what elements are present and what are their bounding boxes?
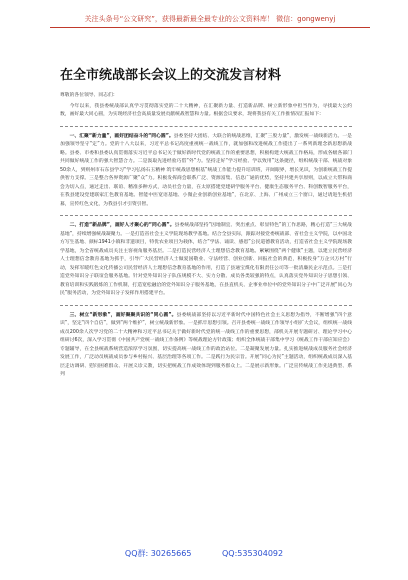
intro-paragraph: 今年以来，我县委统战部认真学习贯彻落实党的二十大精神，在汇聚新力量、打造新品牌、树立新形象中担当作为，寻找最大公约数，画好最大同心圆，为实现经济社会高质量发展贡献统战智慧和力量。根据会议要求，现将我县有关工作推情况汇报如下： xyxy=(60,103,352,117)
footer-qq-group: QQ群: 30265665 xyxy=(124,549,192,558)
section-paragraph xyxy=(60,133,352,210)
section-divider xyxy=(60,305,352,306)
section-heading: 一、汇聚“新力量”，画好团结奋斗的“同心圆”。 xyxy=(69,133,174,139)
section-divider xyxy=(60,126,352,127)
section-heading: 二、打造“新品牌”，画好人才聚心的“同心圆”。 xyxy=(69,223,175,228)
header-banner: 关注头条号“公文研究”，获得最新最全最专业的公文资料库！ 微信：gongwenyj xyxy=(50,14,370,28)
section-heading: 三、树立“新形象”，画好聚聚共识的“同心圆”。 xyxy=(69,312,177,318)
document-body xyxy=(60,92,352,381)
section-body: 县委统战部坚持“因地制宜、突出重点、彰显特色”的工作思路，精心打造“三大统战基地”，持续增强统战凝聚力。一是打造省社会主义学院现场教学基地。结合全县实际，跟踪对接党委统战部、省社会主义学院，以中国北方写生基地、颜标1941小镇和非遗项目，特优农业项目为载体，结合“学法、诵读、感恩”公民道德教育活动，打造省社会主义学院现场教学基地，为全省统战成员关注主客视角服务基层。二是打造民营经济人士理想信念教育基地。紧紧围绕“两个健康”主题，以建立民营经济人士理想信念教育基地为抓手，引导广大民营经济人士做爱国敬业、守法经营、创业创新、回报社会的典范，积极投身“万企兴万村”行动，发挥军暖红色文化传播公司民营经济人士理想信念教育基地的作用，打造了县通宝煤化有限责任公司等一批清廉民企示范点。三是打造党外知识分子联谊会服务基地。针对党外知识分子队伍规模不大、实力分散、成员各类较强的特点，认真落实党外知识分子思想引领、教育培训和实践锻炼的工作机制，打造宽松融洽的党外知识分子服务基地，在县直机关、企事业单位中的党外知识分子中广泛开展“同心为民”服务活动，为党外知识分子发挥作用搭建平台。 xyxy=(60,223,352,296)
section-paragraph xyxy=(60,222,352,299)
section-divider xyxy=(60,215,352,216)
document-title: 在全市统战部长会议上的交流发言材料 xyxy=(60,68,282,83)
footer-qq: QQ:535304092 xyxy=(222,549,284,558)
section-body: 县委统战部坚持以习近平新时代中国特色社会主义思想为指导，不断增强“四个意识”，坚定“四个自信”，做到“两个维护”，树立统战新形象。一是抓牢思想引领。召开县委统一战线工作领导小组扩大会议，组织统一战线成员200余人次学习党的二十大精神和习近平总书记关于做好新时代党的统一战线工作的重要思想，部机关开展专题研讨、理论学习中心组研讨6次，深入学习贯彻《中国共产党统一战线工作条例》等统战理论方针政策；组织全体统战干部集中学习《统战工作干部应知应会》专题辅导，在全县统战系统营造浓厚学习氛围，切实提高统一战线工作的政治站位。二是凝聚发展力量。扎实推进统战成员服务社会经济发展工作，广泛动员统战成员参与乡村振兴、基层治理等各项工作。二是践行为民宗旨。开展“同心为民”主题活动，组织统战成员深入基层走访调研、慰问困难群众、开展义诊义教，切实把统战工作成效体现到服务群众上。二是展示新形象。广泛宣传统战工作先进典型、系列 xyxy=(60,312,352,377)
section-body: 县委坚持大团结、大联合的统战思维，汇聚“三股力量”，激发统一战线新活力。一是加强领导坚守“定”力。党的十八大以来，习近平总书记高度重视统一战线工作，就加强和改进统战工作提出了一系列新理念新思想新战略。县委、市委和县委认真贯彻落实习近平总书记关于做好新时代党的统战工作的重要思想，积极构建大统战工作格局，形成各级各部门共同做好统战工作的强大智慧合力。二是汲取先进经验巧借“外”力。坚持走好“学习经验、学以致用”这条捷径，组织统战干部、统战对象50余人，到则州市石东县学习“学习弘扬石玉精神 筑牢统战思想根基”统战工作能力提升培训班，开阔眼界，增长见识，为创新统战工作提供智力支撑。三是整合各界资源广聚“众”力。积极发挥商会联系广泛、资源富集、信息广通的优势，坚持共建共享原则，以成立大带和商会为切入点，通过走出、联谊、精准多种方式，动员社会力量，在太原搭建党建研学服务平台、健康生态服务平台、科创数智服务平台，在我县建设党建联家汇色教育基地、智能中医宽语基地、小微企业创新创业基地”，在北京、上海、广州成立三个窗口，通过请进生机招募，宣传红色文化，为我县引才引资引智。 xyxy=(60,133,352,207)
section-paragraph xyxy=(60,312,352,380)
salutation: 尊敬的各位领导、同志们： xyxy=(60,93,118,98)
footer xyxy=(0,548,408,559)
